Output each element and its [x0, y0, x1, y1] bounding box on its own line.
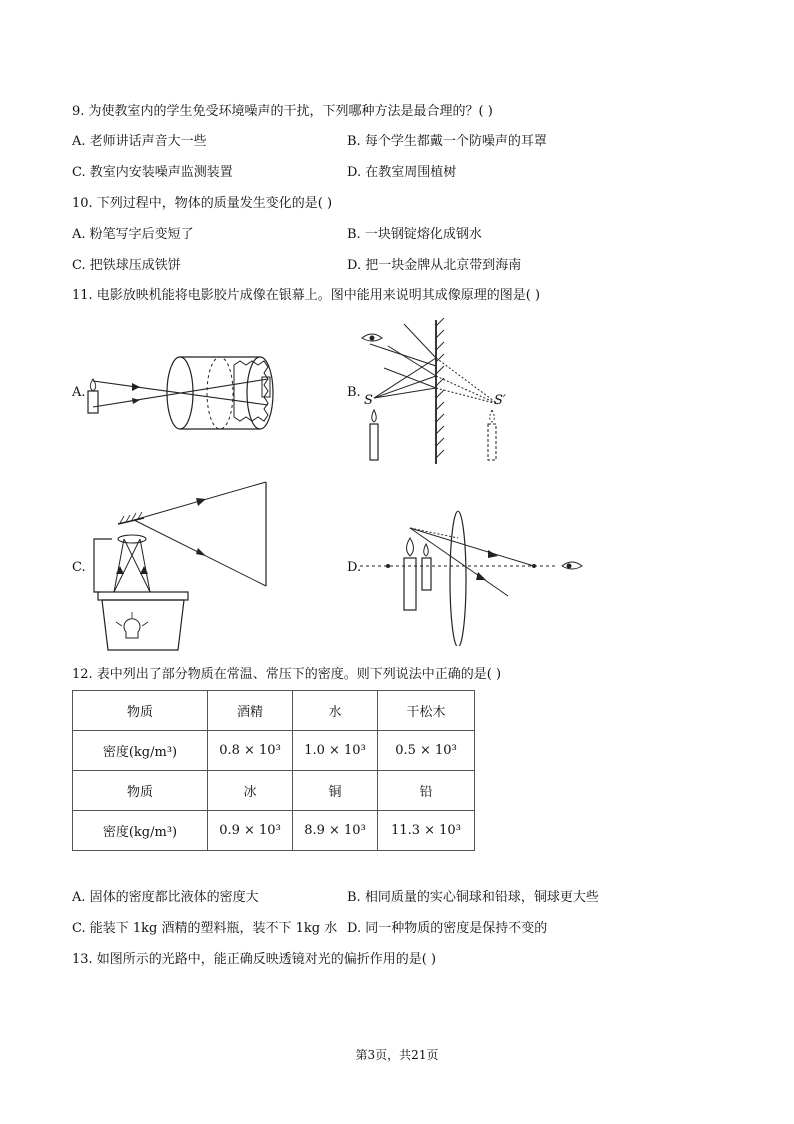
table-cell: 冰	[208, 771, 293, 811]
camera-figure	[84, 325, 294, 445]
q11-label-a[interactable]: A.	[72, 385, 86, 400]
table-cell: 0.8 × 10³	[208, 731, 293, 771]
table-row	[73, 731, 475, 771]
q9-stem: 9. 为使教室内的学生免受环境噪声的干扰，下列哪种方法是最合理的？( )	[72, 104, 493, 119]
table-cell: 物质	[73, 691, 208, 731]
q12-option-b[interactable]: B. 相同质量的实心铜球和铅球，铜球更大些	[347, 890, 599, 905]
q11-label-d[interactable]: D.	[347, 560, 362, 575]
q11-label-c[interactable]: C.	[72, 560, 86, 575]
lens-eye-figure	[358, 506, 588, 646]
q12-option-d[interactable]: D. 同一种物质的密度是保持不变的	[347, 921, 548, 936]
q13-stem: 13. 如图所示的光路中，能正确反映透镜对光的偏折作用的是( )	[72, 952, 437, 967]
point-s-label: S	[364, 393, 373, 408]
density-table	[72, 690, 475, 851]
table-cell: 0.5 × 10³	[378, 731, 475, 771]
table-cell: 干松木	[378, 691, 475, 731]
q10-option-c[interactable]: C. 把铁球压成铁饼	[72, 258, 181, 273]
mirror-figure	[358, 318, 528, 468]
table-cell: 水	[293, 691, 378, 731]
table-row	[73, 811, 475, 851]
projector-figure	[84, 474, 274, 654]
q12-option-c[interactable]: C. 能装下 1kg 酒精的塑料瓶，装不下 1kg 水	[72, 921, 338, 936]
q12-stem: 12. 表中列出了部分物质在常温、常压下的密度。则下列说法中正确的是( )	[72, 667, 502, 682]
q10-option-d[interactable]: D. 把一块金牌从北京带到海南	[347, 258, 522, 273]
table-cell: 铅	[378, 771, 475, 811]
q11-stem: 11. 电影放映机能将电影胶片成像在银幕上。图中能用来说明其成像原理的图是( )	[72, 288, 541, 303]
q10-stem: 10. 下列过程中，物体的质量发生变化的是( )	[72, 196, 333, 211]
q12-option-a[interactable]: A. 固体的密度都比液体的密度大	[72, 890, 259, 905]
table-cell: 0.9 × 10³	[208, 811, 293, 851]
q10-option-a[interactable]: A. 粉笔写字后变短了	[72, 227, 194, 242]
q9-option-d[interactable]: D. 在教室周围植树	[347, 165, 457, 180]
q9-option-b[interactable]: B. 每个学生都戴一个防噪声的耳罩	[347, 134, 547, 149]
table-cell: 铜	[293, 771, 378, 811]
table-row	[73, 771, 475, 811]
table-cell: 酒精	[208, 691, 293, 731]
point-s-prime-label: S′	[494, 393, 506, 408]
table-cell: 11.3 × 10³	[378, 811, 475, 851]
q10-option-b[interactable]: B. 一块钢锭熔化成钢水	[347, 227, 482, 242]
q9-option-a[interactable]: A. 老师讲话声音大一些	[72, 134, 207, 149]
table-cell: 1.0 × 10³	[293, 731, 378, 771]
page-footer: 第3页，共21页	[355, 1048, 439, 1062]
table-row	[73, 691, 475, 731]
q9-option-c[interactable]: C. 教室内安装噪声监测装置	[72, 165, 233, 180]
table-cell: 密度(kg/m³)	[73, 811, 208, 851]
table-cell: 8.9 × 10³	[293, 811, 378, 851]
table-cell: 密度(kg/m³)	[73, 731, 208, 771]
q11-label-b[interactable]: B.	[347, 385, 361, 400]
table-cell: 物质	[73, 771, 208, 811]
